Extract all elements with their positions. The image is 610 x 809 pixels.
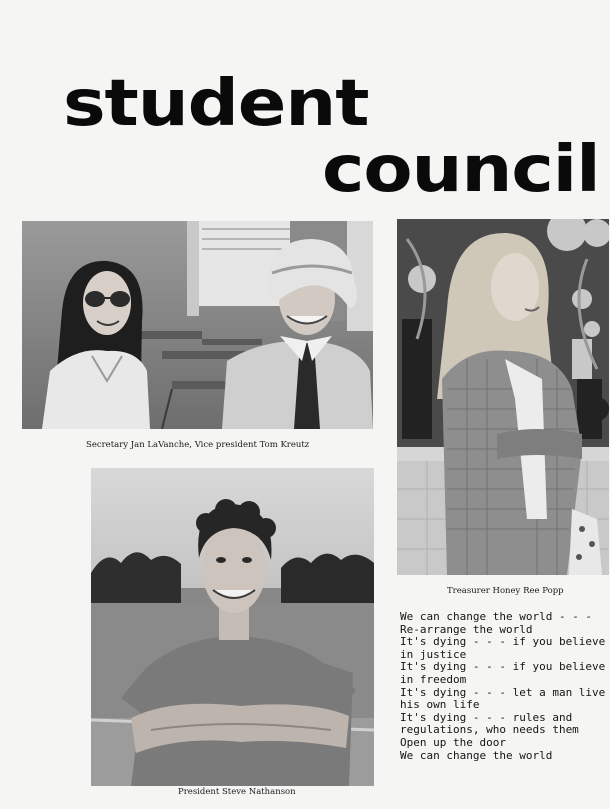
title-student: student — [63, 67, 369, 141]
poem-line: his own life — [400, 698, 480, 712]
president-caption: President Steve Nathanson — [178, 787, 296, 797]
poem-line: We can change the world — [400, 748, 553, 762]
president-photo-image — [91, 468, 374, 786]
officers-caption: Secretary Jan LaVanche, Vice president Tom Kreutz — [86, 440, 310, 450]
poem-line: Re-arrange the world — [400, 622, 533, 636]
title-council: council — [322, 133, 600, 207]
poem-line: It's dying - - - rules and — [400, 710, 573, 724]
treasurer-caption: Treasurer Honey Ree Popp — [447, 586, 564, 596]
poem-line: We can change the world - - - — [400, 610, 593, 623]
poem-line: regulations, who needs them — [400, 723, 579, 737]
poem-line: Open up the door — [400, 735, 506, 749]
treasurer-photo-image — [397, 219, 609, 575]
poem-line: It's dying - - - let a man live — [400, 685, 606, 699]
treasurer-photo — [397, 219, 609, 575]
officers-photo — [22, 221, 373, 429]
poem-line: It's dying - - - if you believe — [400, 660, 606, 674]
president-photo — [91, 468, 374, 786]
officers-photo-image — [22, 221, 373, 429]
poem-line: It's dying - - - if you believe — [400, 635, 606, 649]
poem-line: in freedom — [400, 672, 467, 686]
poem — [400, 611, 605, 762]
poem-line: in justice — [400, 647, 467, 661]
